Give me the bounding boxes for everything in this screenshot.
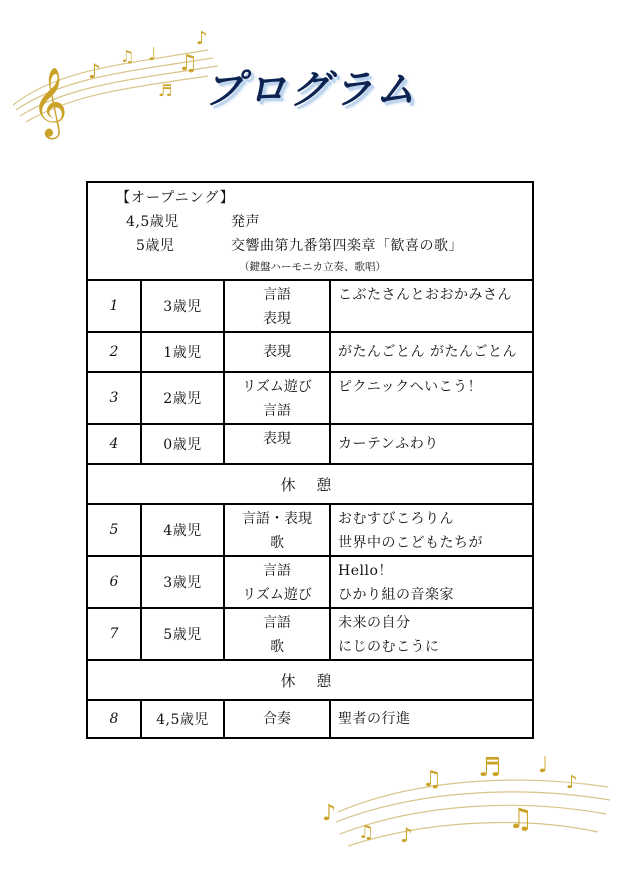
svg-text:♪: ♪ — [322, 801, 337, 826]
svg-text:♬: ♬ — [158, 81, 173, 100]
program-title: Hello！ ひかり組の音楽家 — [330, 556, 533, 608]
category: 言語 表現 — [224, 280, 330, 332]
program-row — [87, 332, 533, 372]
category: 表現 — [224, 424, 330, 464]
svg-text:♬: ♬ — [478, 753, 502, 783]
program-title: 聖者の行進 — [330, 700, 533, 738]
program-number: 1 — [87, 280, 141, 332]
svg-text:♪: ♪ — [88, 59, 101, 83]
break-label: 休 憩 — [87, 464, 533, 504]
program-title: 未来の自分 にじのむこうに — [330, 608, 533, 660]
svg-text:𝄞: 𝄞 — [32, 67, 68, 137]
age-group: 3歳児 — [141, 280, 224, 332]
opening-activity: 発声 — [231, 214, 260, 230]
program-title: カーテンふわり — [330, 424, 533, 464]
opening-row — [87, 182, 533, 280]
opening-note: （鍵盤ハーモニカ立奏、歌唱） — [239, 261, 386, 273]
svg-text:♩: ♩ — [538, 753, 549, 778]
program-number: 5 — [87, 504, 141, 556]
program-number: 6 — [87, 556, 141, 608]
opening-heading: 【オープニング】 — [116, 190, 235, 206]
music-decoration-bottom — [318, 742, 618, 872]
svg-text:♫: ♫ — [120, 47, 135, 66]
svg-text:♫: ♫ — [422, 767, 442, 792]
program-title: がたんごとん がたんごとん — [330, 332, 533, 372]
category: 言語 歌 — [224, 608, 330, 660]
program-row — [87, 280, 533, 332]
break-row — [87, 464, 533, 504]
opening-age: 4,5歳児 — [126, 214, 179, 230]
category: 表現 — [224, 332, 330, 372]
age-group: 1歳児 — [141, 332, 224, 372]
program-number: 4 — [87, 424, 141, 464]
program-title: こぶたさんとおおかみさん — [330, 280, 533, 332]
category: 合奏 — [224, 700, 330, 738]
svg-text:♪: ♪ — [400, 823, 413, 847]
svg-text:♪: ♪ — [566, 772, 578, 793]
age-group: 2歳児 — [141, 372, 224, 424]
program-row — [87, 504, 533, 556]
program-title: ピクニックへいこう！ — [330, 372, 533, 424]
program-row — [87, 556, 533, 608]
program-number: 2 — [87, 332, 141, 372]
age-group: 0歳児 — [141, 424, 224, 464]
category: 言語・表現 歌 — [224, 504, 330, 556]
svg-text:♩: ♩ — [148, 44, 157, 65]
age-group: 4,5歳児 — [141, 700, 224, 738]
program-number: 3 — [87, 372, 141, 424]
svg-text:♫: ♫ — [178, 51, 198, 76]
svg-text:♪: ♪ — [196, 28, 208, 49]
age-group: 3歳児 — [141, 556, 224, 608]
page-title: プログラム — [203, 67, 419, 113]
svg-text:♫: ♫ — [358, 822, 375, 843]
svg-text:♫: ♫ — [508, 802, 534, 835]
program-table — [86, 181, 534, 739]
opening-cell — [87, 182, 533, 280]
program-number: 8 — [87, 700, 141, 738]
age-group: 5歳児 — [141, 608, 224, 660]
opening-activity: 交響曲第九番第四楽章「歓喜の歌」 — [231, 238, 463, 254]
music-note-icon — [322, 753, 578, 847]
program-row — [87, 700, 533, 738]
program-row — [87, 372, 533, 424]
program-number: 7 — [87, 608, 141, 660]
age-group: 4歳児 — [141, 504, 224, 556]
category: 言語 リズム遊び — [224, 556, 330, 608]
program-title: おむすびころりん 世界中のこどもたちが — [330, 504, 533, 556]
opening-age: 5歳児 — [136, 238, 175, 254]
category: リズム遊び 言語 — [224, 372, 330, 424]
program-row — [87, 608, 533, 660]
program-row — [87, 424, 533, 464]
break-row — [87, 660, 533, 700]
break-label: 休 憩 — [87, 660, 533, 700]
